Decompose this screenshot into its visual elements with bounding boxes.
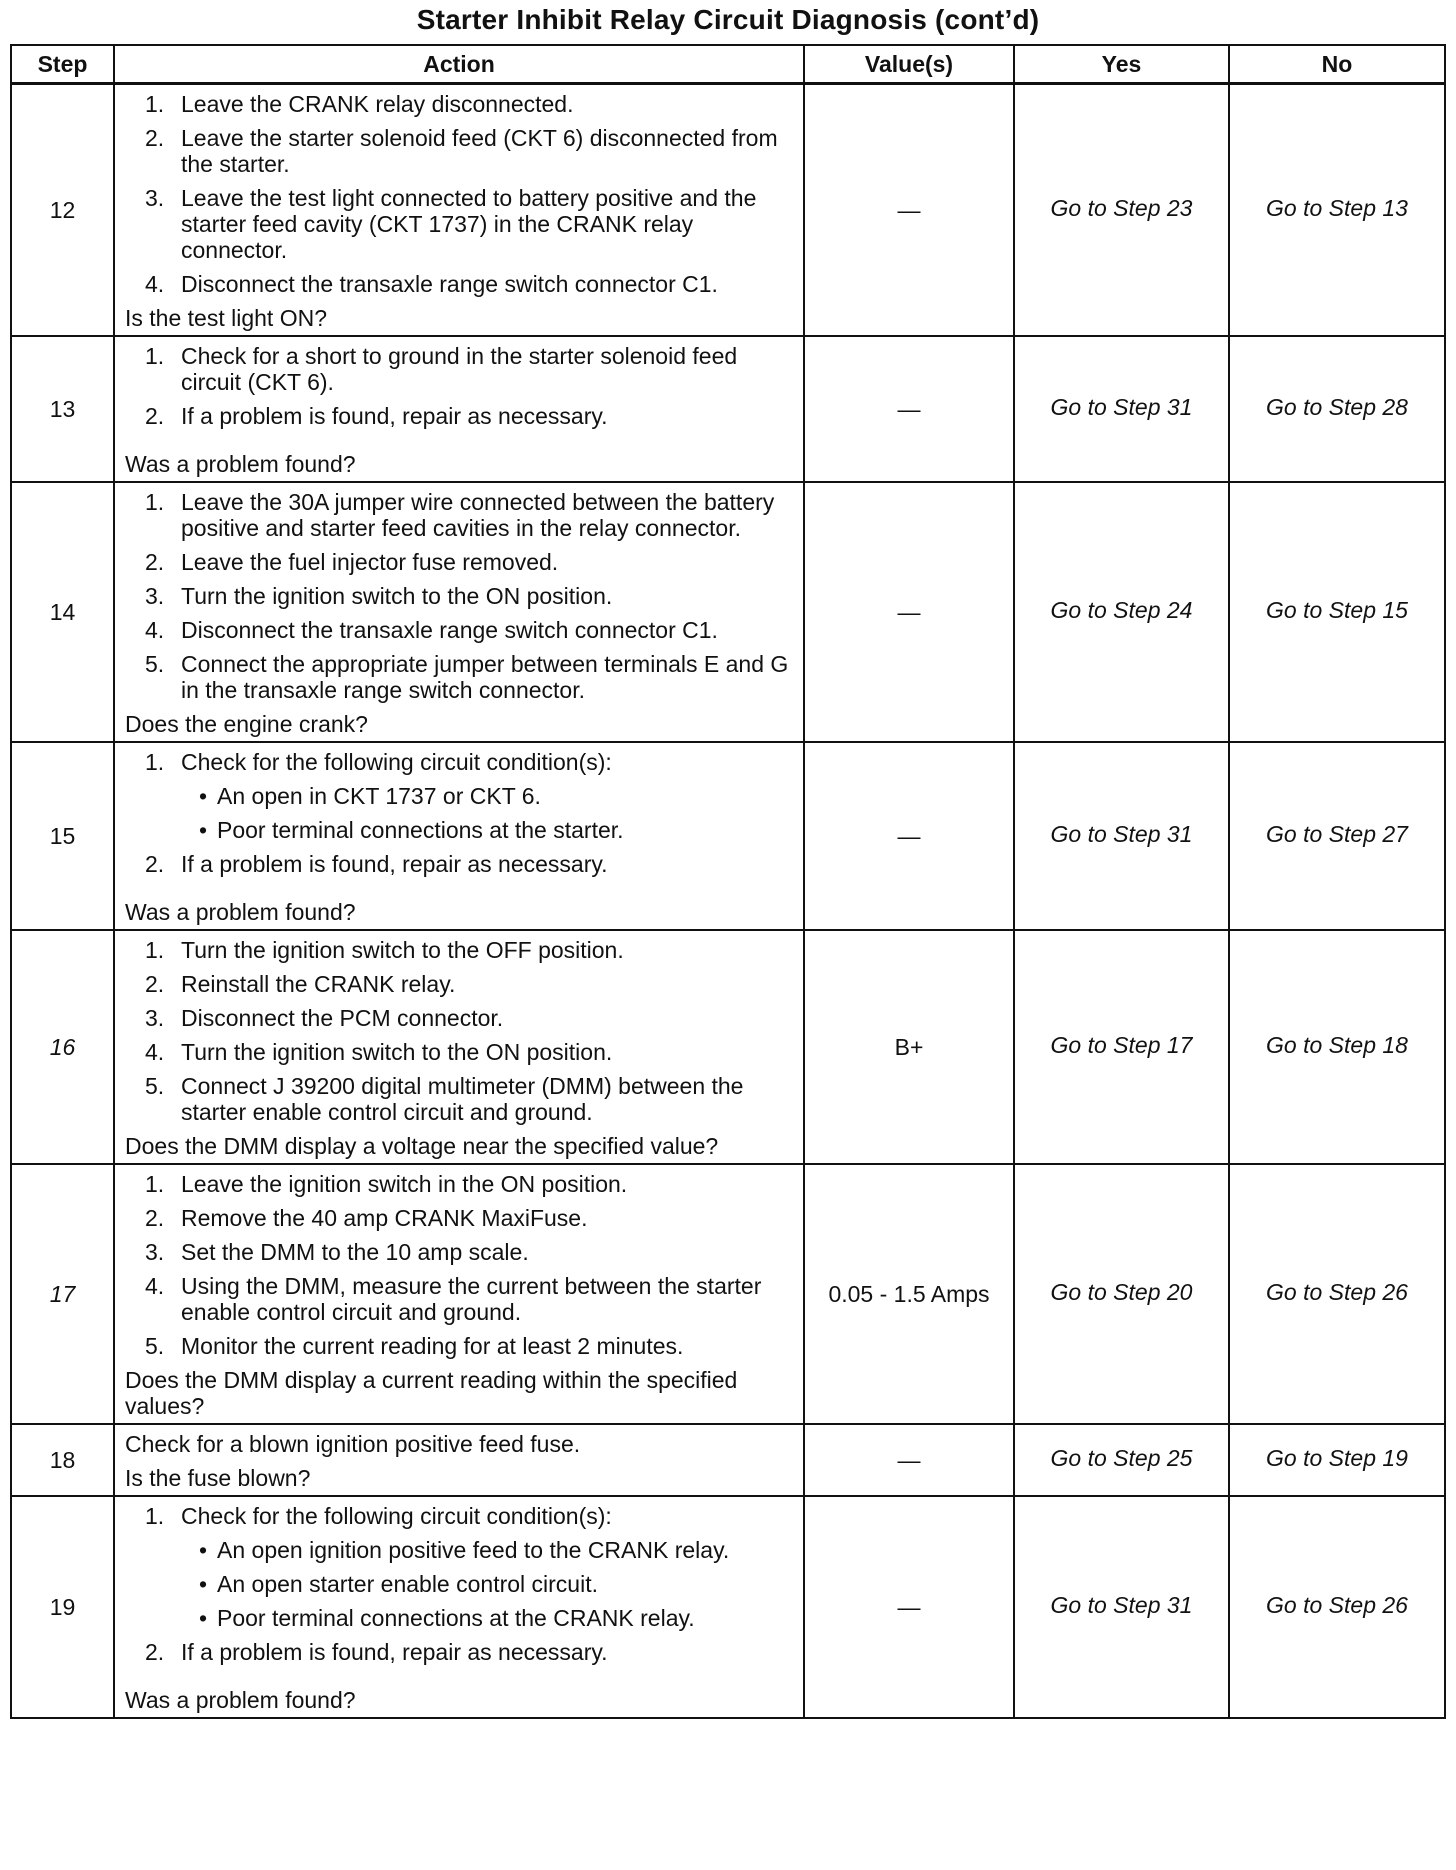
value-cell: —	[804, 336, 1014, 482]
header-action: Action	[114, 45, 804, 84]
list-item: 3. Turn the ignition switch to the ON position.	[145, 583, 613, 609]
list-item: 4. Disconnect the transaxle range switch connector C1.	[145, 617, 718, 643]
list-item: 1. Leave the ignition switch in the ON position.	[145, 1171, 628, 1197]
value-cell: —	[804, 1496, 1014, 1718]
yes-link[interactable]: Go to Step 31	[1014, 742, 1229, 930]
no-link[interactable]: Go to Step 27	[1229, 742, 1445, 930]
table-row	[11, 482, 1445, 742]
table-row	[11, 84, 1445, 337]
bullet-item: • An open in CKT 1737 or CKT 6.	[217, 783, 795, 809]
table-row	[11, 742, 1445, 930]
yes-link[interactable]: Go to Step 25	[1014, 1424, 1229, 1496]
yes-link[interactable]: Go to Step 23	[1014, 84, 1229, 337]
step-list	[125, 489, 795, 703]
step-list	[125, 343, 795, 429]
page-title: Starter Inhibit Relay Circuit Diagnosis (cont’d)	[416, 4, 1040, 35]
step-number: 14	[11, 482, 114, 742]
value-cell: B+	[804, 930, 1014, 1164]
header-step: Step	[11, 45, 114, 84]
no-link[interactable]: Go to Step 28	[1229, 336, 1445, 482]
question: Is the test light ON?	[125, 305, 327, 331]
header-yes: Yes	[1014, 45, 1229, 84]
action-cell	[114, 1496, 804, 1718]
list-item: 1. Turn the ignition switch to the OFF position.	[145, 937, 624, 963]
question: Was a problem found?	[125, 899, 356, 925]
list-item: 2. Reinstall the CRANK relay.	[145, 971, 456, 997]
value-cell: —	[804, 742, 1014, 930]
list-item: 2. Leave the fuel injector fuse removed.	[145, 549, 559, 575]
question: Was a problem found?	[125, 451, 356, 477]
action-cell	[114, 1424, 804, 1496]
list-item: 1. Check for the following circuit condition(s): • An open ignition positive feed to the CRANK relay. • An open starter enable control circuit. • Poor terminal connections at the CRANK relay.	[181, 1503, 795, 1631]
value-cell: —	[804, 482, 1014, 742]
table-row	[11, 1424, 1445, 1496]
list-item: 4. Turn the ignition switch to the ON position.	[145, 1039, 613, 1065]
step-number: 15	[11, 742, 114, 930]
list-item: 1. Check for the following circuit condition(s): • An open in CKT 1737 or CKT 6. • Poor terminal connections at the starter.	[181, 749, 795, 843]
question: Does the engine crank?	[125, 711, 368, 737]
table-row	[11, 1496, 1445, 1718]
action-cell	[114, 84, 804, 337]
no-link[interactable]: Go to Step 19	[1229, 1424, 1445, 1496]
yes-link[interactable]: Go to Step 17	[1014, 930, 1229, 1164]
no-link[interactable]: Go to Step 13	[1229, 84, 1445, 337]
value-cell: —	[804, 1424, 1014, 1496]
list-item: 5. Monitor the current reading for at least 2 minutes.	[145, 1333, 684, 1359]
yes-link[interactable]: Go to Step 31	[1014, 1496, 1229, 1718]
list-item: 1. Leave the CRANK relay disconnected.	[145, 91, 574, 117]
list-item: 2. Remove the 40 amp CRANK MaxiFuse.	[145, 1205, 588, 1231]
step-list	[125, 937, 795, 1125]
table-row	[11, 1164, 1445, 1424]
bullet-list	[181, 1537, 795, 1631]
action-cell	[114, 336, 804, 482]
step-number: 12	[11, 84, 114, 337]
question: Was a problem found?	[125, 1687, 356, 1713]
bullet-item: • Poor terminal connections at the CRANK relay.	[217, 1605, 795, 1631]
step-number: 17	[11, 1164, 114, 1424]
step-list	[125, 749, 795, 877]
action-cell	[114, 482, 804, 742]
table-row	[11, 336, 1445, 482]
question: Does the DMM display a current reading within the specified values?	[125, 1367, 738, 1419]
list-item: 3. Set the DMM to the 10 amp scale.	[145, 1239, 529, 1265]
yes-link[interactable]: Go to Step 24	[1014, 482, 1229, 742]
list-item: 5. Connect the appropriate jumper between terminals E and G in the transaxle range switch connector.	[145, 651, 789, 703]
list-item: 2. If a problem is found, repair as necessary.	[145, 403, 608, 429]
header-no: No	[1229, 45, 1445, 84]
step-list	[125, 91, 795, 297]
action-text: Check for a blown ignition positive feed fuse.	[125, 1431, 581, 1457]
no-link[interactable]: Go to Step 15	[1229, 482, 1445, 742]
step-number: 19	[11, 1496, 114, 1718]
question: Is the fuse blown?	[125, 1465, 311, 1491]
question: Does the DMM display a voltage near the specified value?	[125, 1133, 719, 1159]
bullet-list	[181, 783, 795, 843]
list-item: 3. Leave the test light connected to battery positive and the starter feed cavity (CKT 1737) in the CRANK relay connector.	[145, 185, 757, 263]
bullet-item: • An open ignition positive feed to the CRANK relay.	[217, 1537, 795, 1563]
no-link[interactable]: Go to Step 26	[1229, 1496, 1445, 1718]
no-link[interactable]: Go to Step 26	[1229, 1164, 1445, 1424]
list-item: 5. Connect J 39200 digital multimeter (DMM) between the starter enable control circuit and ground.	[145, 1073, 744, 1125]
list-item: 3. Disconnect the PCM connector.	[145, 1005, 504, 1031]
list-item: 1. Check for a short to ground in the starter solenoid feed circuit (CKT 6).	[145, 343, 738, 395]
list-item: 2. If a problem is found, repair as necessary.	[145, 1639, 608, 1665]
bullet-item: • Poor terminal connections at the starter.	[217, 817, 795, 843]
list-item: 4. Disconnect the transaxle range switch connector C1.	[145, 271, 718, 297]
list-item: 2. Leave the starter solenoid feed (CKT 6) disconnected from the starter.	[145, 125, 778, 177]
list-item: 1. Leave the 30A jumper wire connected between the battery positive and starter feed cavities in the relay connector.	[145, 489, 775, 541]
yes-link[interactable]: Go to Step 31	[1014, 336, 1229, 482]
step-number: 16	[11, 930, 114, 1164]
header-row	[11, 45, 1445, 84]
action-cell	[114, 742, 804, 930]
list-item: 2. If a problem is found, repair as necessary.	[145, 851, 608, 877]
yes-link[interactable]: Go to Step 20	[1014, 1164, 1229, 1424]
no-link[interactable]: Go to Step 18	[1229, 930, 1445, 1164]
header-value: Value(s)	[804, 45, 1014, 84]
list-item: 4. Using the DMM, measure the current between the starter enable control circuit and ground.	[145, 1273, 762, 1325]
diagnosis-table	[10, 44, 1446, 1719]
step-number: 13	[11, 336, 114, 482]
bullet-item: • An open starter enable control circuit.	[217, 1571, 795, 1597]
step-number: 18	[11, 1424, 114, 1496]
step-list	[125, 1503, 795, 1665]
step-list	[125, 1171, 795, 1359]
action-cell	[114, 1164, 804, 1424]
action-cell	[114, 930, 804, 1164]
table-row	[11, 930, 1445, 1164]
value-cell: 0.05 - 1.5 Amps	[804, 1164, 1014, 1424]
value-cell: —	[804, 84, 1014, 337]
